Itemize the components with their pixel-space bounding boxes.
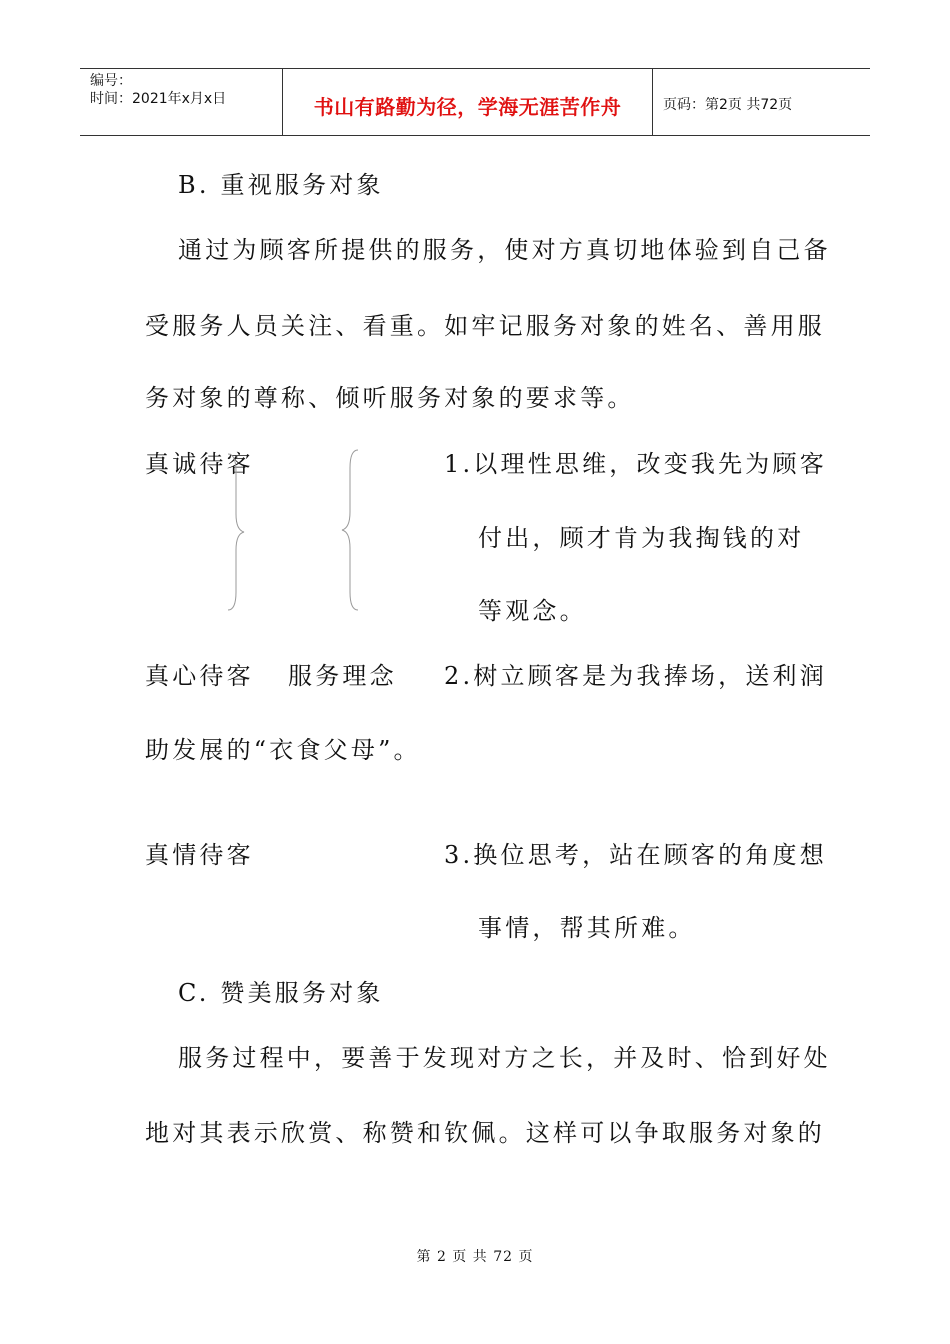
point-1-line-1: 1.以理性思维，改变我先为顾客 <box>444 450 827 478</box>
section-c-paragraph-line-1: 服务过程中，要善于发现对方之长，并及时、恰到好处 <box>178 1044 831 1072</box>
page-footer: 第 2 页 共 72 页 <box>416 1249 534 1265</box>
point-1-line-2: 付出，顾才肯为我掏钱的对 <box>478 524 805 552</box>
section-c-heading: C. 赞美服务对象 <box>178 979 384 1007</box>
header-page-code: 页码：第2页 共72页 <box>663 97 793 113</box>
left-brace <box>226 452 246 612</box>
point-3-line-2: 事情，帮其所难。 <box>478 914 696 942</box>
section-b-paragraph-line-2: 受服务人员关注、看重。如牢记服务对象的姓名、善用服 <box>145 312 825 340</box>
point-2-line-1: 2.树立顾客是为我捧场，送利润 <box>444 662 827 690</box>
point-1-line-3: 等观念。 <box>478 597 587 625</box>
point-2-line-2: 助发展的“衣食父母”。 <box>145 736 421 764</box>
section-c-paragraph-line-2: 地对其表示欣赏、称赞和钦佩。这样可以争取服务对象的 <box>145 1119 825 1147</box>
section-b-paragraph-line-1: 通过为顾客所提供的服务，使对方真切地体验到自己备 <box>178 236 831 264</box>
header-motto: 书山有路勤为径，学海无涯苦作舟 <box>283 69 653 135</box>
left-item-heartfelt: 真心待客 <box>145 662 254 690</box>
section-b-heading: B. 重视服务对象 <box>178 171 384 199</box>
section-b-paragraph-line-3: 务对象的尊称、倾听服务对象的要求等。 <box>145 384 635 412</box>
left-item-affectionate: 真情待客 <box>145 841 254 869</box>
service-concept-label: 服务理念 <box>288 662 397 690</box>
right-brace <box>340 448 360 612</box>
page-header <box>80 68 870 136</box>
header-meta <box>80 69 283 135</box>
left-item-sincere: 真诚待客 <box>145 450 254 478</box>
document-number-label: 编号： <box>90 73 132 89</box>
point-3-line-1: 3.换位思考，站在顾客的角度想 <box>444 841 827 869</box>
document-time-label: 时间：2021年x月x日 <box>90 91 227 107</box>
